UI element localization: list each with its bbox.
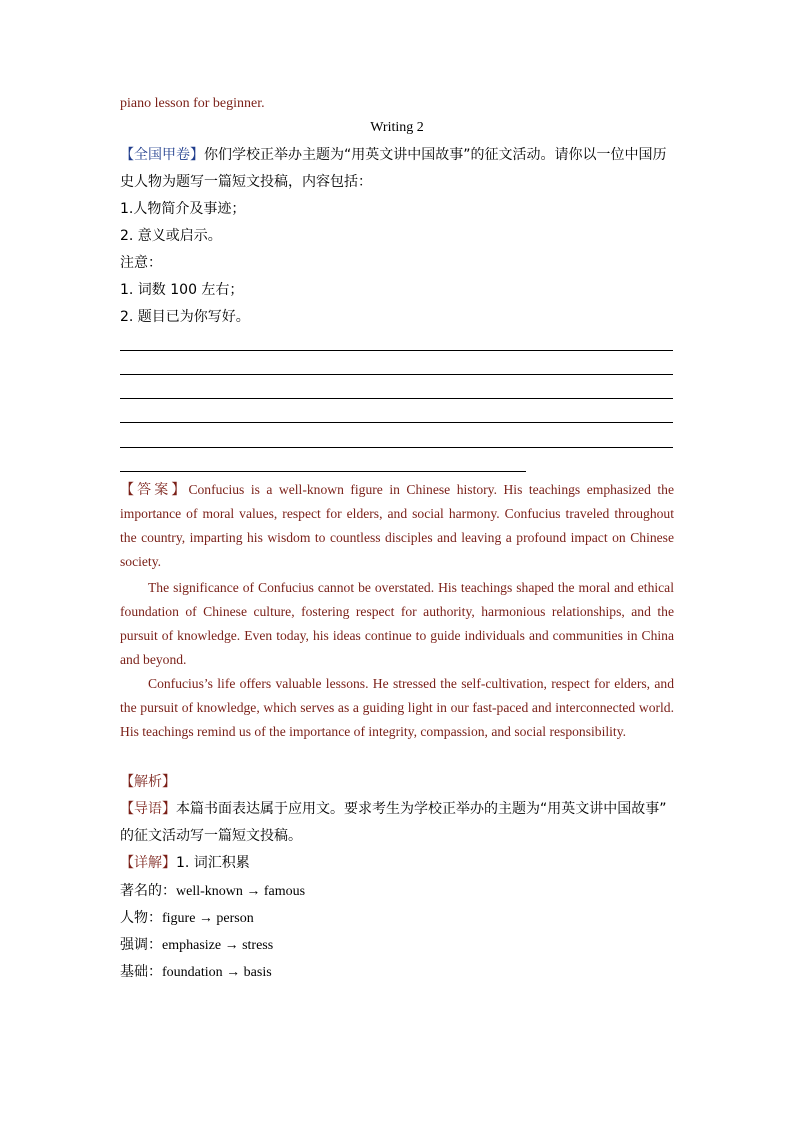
content-point-1: 1.人物简介及事迹； [120,201,246,217]
prompt-line-1 [120,145,667,165]
vocab-en: emphasize → stress [162,938,274,953]
detail-title: 1. 词汇积累 [176,855,250,871]
vocab-item [120,908,254,929]
vocab-item [120,881,305,902]
answer-paragraph-3: Confucius’s life offers valuable lessons. He stressed the self-cultivation, respect for elders, and the pursuit of knowledge, which serves as a guiding light in our fast-paced and interconnected world. His teachings remind us of the importance of integrity, compassion, and social responsibility. [120,676,674,739]
vocab-zh: 著名的： [120,883,176,899]
vocab-en: well-known → famous [176,884,306,899]
writing-line [120,350,673,351]
note-1: 1. 词数 100 左右； [120,282,244,298]
answer-paragraph-1 [120,478,674,574]
exam-tag: 【全国甲卷】 [120,147,204,163]
writing-line [120,447,673,448]
writing-line [120,422,673,423]
vocab-en: foundation → basis [162,965,272,980]
note-2: 2. 题目已为你写好。 [120,309,250,325]
writing-line [120,471,526,472]
vocab-item [120,935,273,956]
content-point-2: 2. 意义或启示。 [120,228,222,244]
vocab-zh: 强调： [120,937,162,953]
vocab-en: figure → person [162,911,254,926]
guide-text-1: 本篇书面表达属于应用文。要求考生为学校正举办的主题为“用英文讲中国故事” [176,801,667,817]
note-label: 注意： [120,255,162,271]
writing-line [120,398,673,399]
analysis-tag: 【解析】 [120,774,176,790]
detail-tag: 【详解】 [120,855,176,871]
previous-answer-tail: piano lesson for beginner. [120,96,265,111]
prompt-line-2: 史人物为题写一篇短文投稿，内容包括： [120,174,372,190]
prompt-text-1: 你们学校正举办主题为“用英文讲中国故事”的征文活动。请你以一位中国历 [204,147,667,163]
guide-tag: 【导语】 [120,801,176,817]
vocab-zh: 人物： [120,910,162,926]
guide-line-1 [120,799,667,819]
answer-tag: 【答案】 [120,482,189,498]
writing-title: Writing 2 [370,120,424,135]
writing-line [120,374,673,375]
answer-paragraph-2: The significance of Confucius cannot be overstated. His teachings shaped the moral and ethical foundation of Chinese culture, fostering respect for authority, harmonious relationships, and the pursuit of knowledge. Even today, his ideas continue to guide individuals and communities in China and beyond. [120,580,674,667]
guide-line-2: 的征文活动写一篇短文投稿。 [120,828,302,844]
detail-heading [120,853,250,873]
vocab-item [120,962,272,983]
answer-text-1: Confucius is a well-known figure in Chinese history. His teachings emphasized the importance of moral values, respect for elders, and social harmony. Confucius traveled throughout the country, imparting his wisdom to countless disciples and leaving a profound impact on Chinese society. [120,482,675,569]
vocab-zh: 基础： [120,964,162,980]
